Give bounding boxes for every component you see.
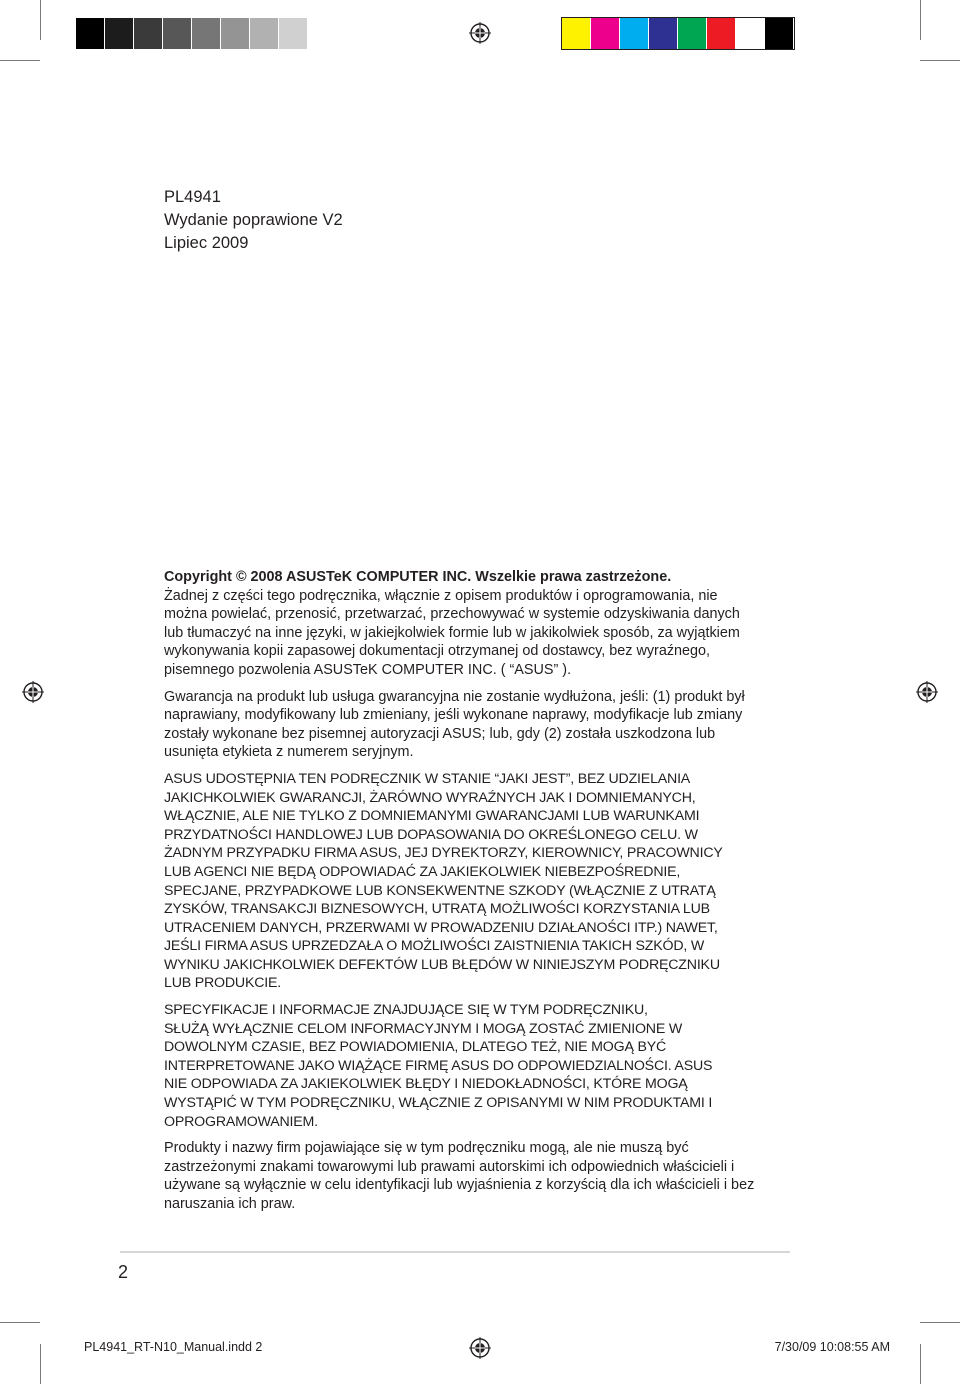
text-line: można powielać, przenosić, przetwarzać, przechowywać w systemie odzyskiwania danych: [164, 606, 740, 623]
text-line: Żadnej z części tego podręcznika, włącznie z opisem produktów i oprogramowania, nie: [164, 587, 718, 604]
text-line: WŁĄCZNIE, ALE NIE TYLKO Z DOMNIEMANYMI GWARANCJAMI LUB WARUNKAMI: [164, 808, 700, 825]
text-line: WYNIKU JAKICHKOLWIEK DEFEKTÓW LUB BŁĘDÓW W NINIEJSZYM PODRĘCZNIKU: [164, 956, 720, 973]
gray-swatch: [134, 18, 163, 49]
text-line: JEŚLI FIRMA ASUS UPRZEDZAŁA O MOŻLIWOŚCI ZAISTNIENIA TAKICH SZKÓD, W: [164, 938, 705, 955]
text-line: UTRACENIEM DANYCH, PRZERWAMI W PROWADZENIU DZIAŁANOŚCI ITP.) NAWET,: [164, 919, 718, 936]
color-swatch: [649, 18, 678, 49]
edition-date: Lipiec 2009: [164, 234, 249, 252]
registration-target-icon: [916, 681, 938, 703]
color-swatch-bar: [562, 18, 794, 49]
page-number: 2: [118, 1262, 129, 1282]
legal-notice: [164, 568, 804, 1222]
text-line: SPECYFIKACJE I INFORMACJE ZNAJDUJĄCE SIĘ W TYM PODRĘCZNIKU,: [164, 1002, 648, 1019]
specifications-text: [164, 1001, 804, 1131]
gray-swatch: [76, 18, 105, 49]
text-line: ZYSKÓW, TRANSAKCJI BIZNESOWYCH, UTRATĄ MOŻLIWOŚCI KORZYSTANIA LUB: [164, 901, 710, 918]
document-code: PL4941: [164, 188, 221, 206]
text-line: LUB PRODUKCIE.: [164, 975, 282, 992]
text-line: ASUS UDOSTĘPNIA TEN PODRĘCZNIK W STANIE “JAKI JEST”, BEZ UDZIELANIA: [164, 770, 691, 787]
text-line: pisemnego pozwolenia ASUSTeK COMPUTER INC. ( “ASUS” ).: [164, 661, 572, 678]
footer-rule: [120, 1251, 790, 1253]
copyright-section: [164, 568, 804, 680]
disclaimer-text: [164, 770, 804, 993]
text-line: Produkty i nazwy firm pojawiające się w tym podręczniku mogą, ale nie muszą być: [164, 1140, 689, 1157]
gray-swatch: [192, 18, 221, 49]
crop-mark: [0, 60, 40, 61]
trademarks-text: [164, 1139, 804, 1213]
text-line: naprawiany, modyfikowany lub zmieniany, jeśli wykonane naprawy, modyfikacje lub zmiany: [164, 707, 743, 724]
text-line: WYSTĄPIĆ W TYM PODRĘCZNIKU, WŁĄCZNIE Z OPISANYMI W NIM PRODUKTAMI I: [164, 1095, 713, 1112]
text-line: INTERPRETOWANE JAKO WIĄŻĄCE FIRMĘ ASUS DO ODPOWIEDZIALNOŚCI. ASUS: [164, 1057, 713, 1074]
gray-swatch: [163, 18, 192, 49]
crop-mark: [920, 0, 921, 40]
text-line: SŁUŻĄ WYŁĄCZNIE CELOM INFORMACYJNYM I MOGĄ ZOSTAĆ ZMIENIONE W: [164, 1020, 683, 1037]
text-line: zostały wykonane bez pisemnej autoryzacji ASUS; lub, gdy (2) została uszkodzona lub: [164, 725, 716, 742]
color-swatch: [707, 18, 736, 49]
crop-mark: [920, 1344, 921, 1384]
slug-filename: PL4941_RT-N10_Manual.indd 2: [84, 1340, 263, 1354]
registration-target-icon: [469, 22, 491, 44]
crop-mark: [0, 1322, 40, 1323]
text-line: DOWOLNYM CZASIE, BEZ POWIADOMIENIA, DLATEGO TEŻ, NIE MOGĄ BYĆ: [164, 1039, 667, 1056]
color-swatch: [562, 18, 591, 49]
gray-swatch: [279, 18, 308, 49]
text-line: usunięta etykieta z numerem seryjnym.: [164, 744, 414, 761]
copyright-heading: Copyright © 2008 ASUSTeK COMPUTER INC. Wszelkie prawa zastrzeżone.: [164, 569, 672, 585]
crop-mark: [920, 60, 960, 61]
gray-swatch: [105, 18, 134, 49]
text-line: SPECJANE, PRZYPADKOWE LUB KONSEKWENTNE SZKODY (WŁĄCZNIE Z UTRATĄ: [164, 882, 716, 899]
text-line: zastrzeżonymi znakami towarowymi lub prawami autorskimi ich odpowiednich właścicieli i: [164, 1158, 735, 1175]
registration-target-icon: [22, 681, 44, 703]
text-line: PRZYDATNOŚCI HANDLOWEJ LUB DOPASOWANIA DO OKREŚLONEGO CELU. W: [164, 826, 698, 843]
color-swatch: [591, 18, 620, 49]
text-line: OPROGRAMOWANIEM.: [164, 1113, 318, 1130]
text-line: LUB AGENCI NIE BĘDĄ ODPOWIADAĆ ZA JAKIEKOLWIEK NIEBEZPOŚREDNIE,: [164, 863, 681, 880]
gray-swatch: [221, 18, 250, 49]
text-line: NIE ODPOWIADA ZA JAKIEKOLWIEK BŁĘDY I NIEDOKŁADNOŚCI, KTÓRE MOGĄ: [164, 1076, 688, 1093]
crop-mark: [40, 1344, 41, 1384]
crop-mark: [40, 0, 41, 40]
edition-label: Wydanie poprawione V2: [164, 211, 343, 229]
text-line: lub tłumaczyć na inne języki, w jakiejkolwiek formie lub w jakikolwiek sposób, za wyjątkiem: [164, 624, 740, 641]
registration-target-icon: [469, 1337, 491, 1359]
text-line: używane są wyłącznie w celu identyfikacji lub wyjaśnienia z korzyścią dla ich właścicieli i bez: [164, 1177, 755, 1194]
text-line: naruszania ich praw.: [164, 1196, 296, 1212]
text-line: Gwarancja na produkt lub usługa gwarancyjna nie zostanie wydłużona, jeśli: (1) produkt był: [164, 688, 745, 705]
text-line: JAKICHKOLWIEK GWARANCJI, ŻARÓWNO WYRAŹNYCH JAK I DOMNIEMANYCH,: [164, 789, 696, 806]
text-line: wykonywania kopii zapasowej dokumentacji otrzymanej od dostawcy, bez wyraźnego,: [164, 643, 711, 660]
gray-swatch: [250, 18, 279, 49]
edition-info: [164, 186, 343, 255]
copyright-text: [164, 587, 804, 680]
gray-swatch-bar: [76, 18, 308, 49]
color-swatch: [736, 18, 765, 49]
crop-mark: [920, 1322, 960, 1323]
color-swatch: [678, 18, 707, 49]
warranty-text: [164, 688, 804, 762]
slug-timestamp: 7/30/09 10:08:55 AM: [774, 1340, 890, 1354]
text-line: ŻADNYM PRZYPADKU FIRMA ASUS, JEJ DYREKTORZY, KIEROWNICY, PRACOWNICY: [164, 845, 723, 862]
color-swatch: [765, 18, 794, 49]
color-swatch: [620, 18, 649, 49]
